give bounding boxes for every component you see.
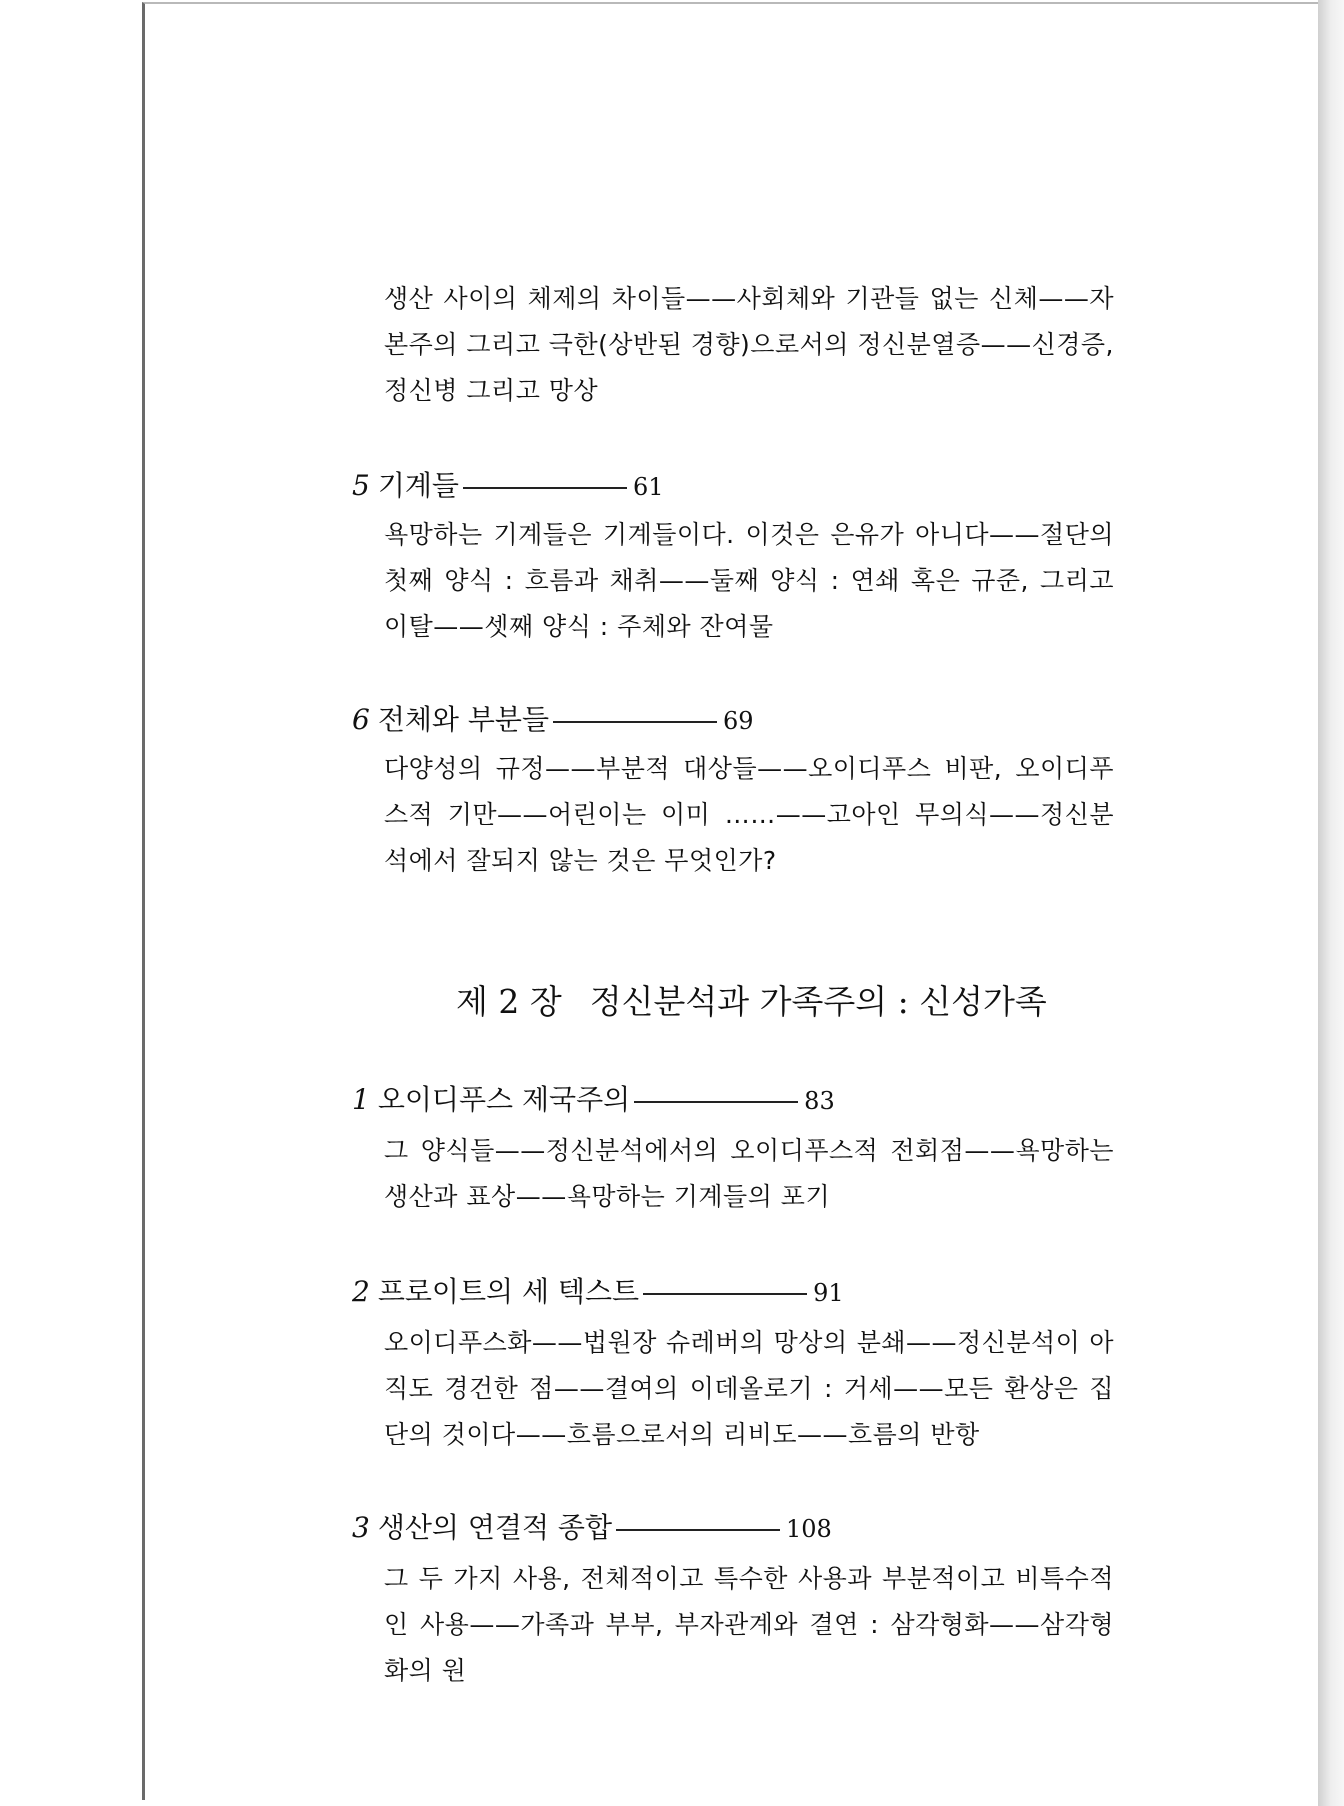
leader-rule [634,1101,798,1103]
leader-rule [616,1529,780,1531]
leader-rule [463,487,627,489]
chapter-heading [456,978,1047,1026]
toc-page-number: 83 [804,1087,835,1115]
toc-title: 오이디푸스 제국주의 [377,1083,631,1116]
toc-heading-ch2-1[interactable] [352,1080,835,1121]
leader-rule [553,721,717,723]
chapter-label: 제 2 장 [456,982,562,1021]
toc-title: 생산의 연결적 종합 [377,1511,613,1544]
toc-heading-ch2-2[interactable] [352,1272,844,1313]
toc-heading-ch2-3[interactable] [352,1508,832,1549]
toc-page-number: 69 [723,707,754,735]
page-background-left [0,0,142,1806]
toc-page-number: 108 [786,1515,832,1543]
entry-summary-ch2-1: 그 양식들——정신분석에서의 오이디푸스적 전회점——욕망하는 생산과 표상——욕망하는 기계들의 포기 [384,1136,1114,1211]
toc-number: 1 [352,1083,370,1116]
toc-title: 기계들 [377,469,459,502]
page-edge-shadow [1318,0,1344,1806]
entry-summary-6: 다양성의 규정——부분적 대상들——오이디푸스 비판, 오이디푸스적 기만——어린이는 이미 ……——고아인 무의식——정신분석에서 잘되지 않는 것은 무엇인가? [384,754,1114,875]
entry-summary-5: 욕망하는 기계들은 기계들이다. 이것은 은유가 아니다——절단의 첫째 양식 : 흐름과 채취——둘째 양식 : 연쇄 혹은 규준, 그리고 이탈——셋째 양식 : 주체와 잔여물 [384,520,1114,641]
toc-heading-5[interactable] [352,466,664,507]
toc-number: 2 [352,1275,370,1308]
toc-page-number: 61 [632,473,664,501]
entry-summary-ch2-2: 오이디푸스화——법원장 슈레버의 망상의 분쇄——정신분석이 아직도 경건한 점——결여의 이데올로기 : 거세——모든 환상은 집단의 것이다——흐름으로서의 리비도——흐름의 반항 [384,1328,1114,1449]
toc-page-number: 91 [813,1279,844,1307]
toc-heading-6[interactable] [352,700,754,741]
leader-rule [643,1293,807,1295]
toc-title: 전체와 부분들 [377,703,550,736]
entry-summary-continued: 생산 사이의 체제의 차이들——사회체와 기관들 없는 신체——자본주의 그리고 극한(상반된 경향)으로서의 정신분열증——신경증, 정신병 그리고 망상 [384,284,1114,405]
toc-number: 3 [352,1511,370,1544]
toc-title: 프로이트의 세 텍스트 [377,1275,640,1308]
toc-number: 6 [352,703,370,736]
chapter-title: 정신분석과 가족주의 : 신성가족 [589,982,1047,1021]
toc-number: 5 [352,469,370,502]
entry-summary-ch2-3: 그 두 가지 사용, 전체적이고 특수한 사용과 부분적이고 비특수적인 사용——가족과 부부, 부자관계와 결연 : 삼각형화——삼각형화의 원 [384,1564,1114,1685]
